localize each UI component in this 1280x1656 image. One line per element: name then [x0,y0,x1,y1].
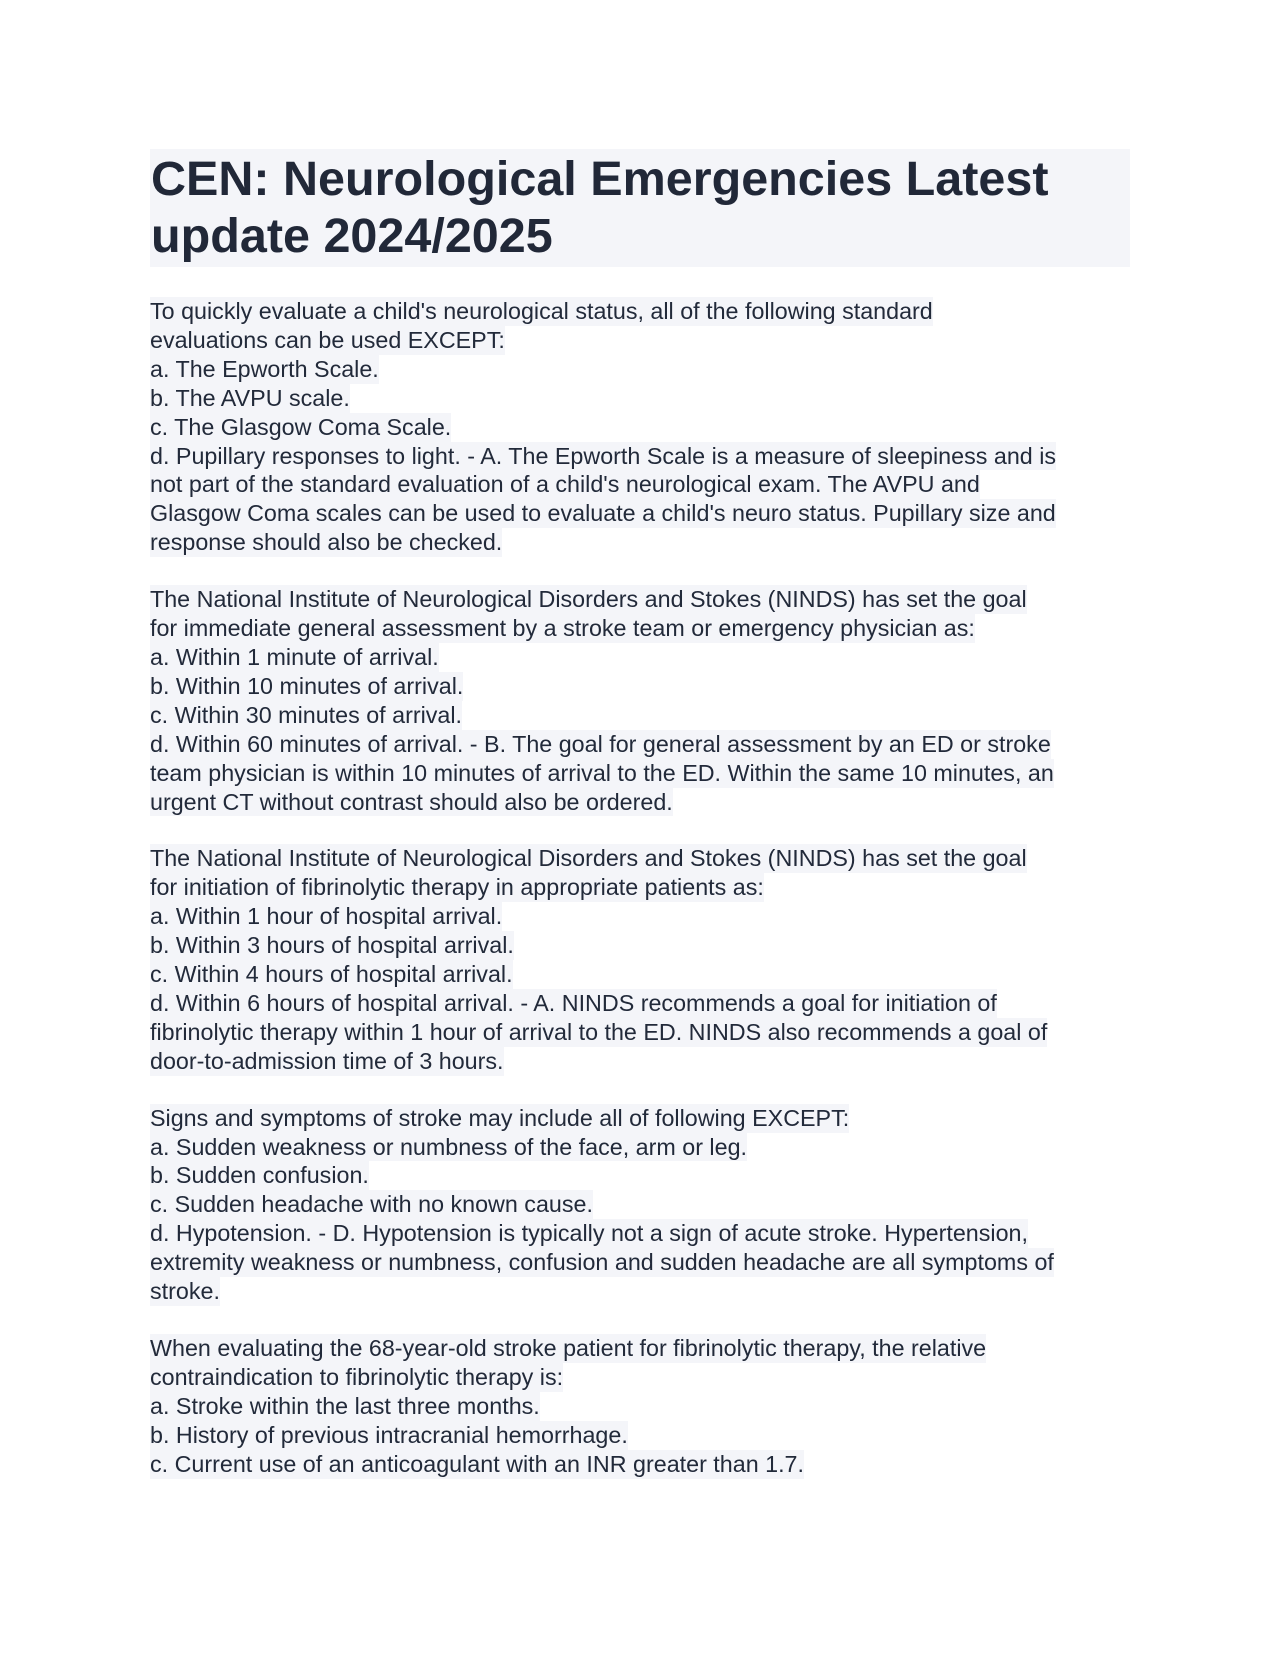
question-text-line: To quickly evaluate a child's neurological status, all of the following standard [150,298,933,324]
question-line: a. Stroke within the last three months. [150,1392,540,1419]
question-line: door-to-admission time of 3 hours. [150,1047,504,1074]
question-list [150,297,1130,1479]
question-line: stroke. [150,1278,220,1305]
question-line: for immediate general assessment by a stroke team or emergency physician as: [150,615,975,642]
question-line: c. Current use of an anticoagulant with an INR greater than 1.7. [150,1450,804,1477]
question-line: team physician is within 10 minutes of arrival to the ED. Within the same 10 minutes, an [150,759,1054,786]
question-line: fibrinolytic therapy within 1 hour of arrival to the ED. NINDS also recommends a goal of [150,1018,1048,1045]
question-line: contraindication to fibrinolytic therapy is: [150,1363,564,1390]
question-line: for initiation of fibrinolytic therapy in appropriate patients as: [150,874,764,901]
question-line: a. Within 1 minute of arrival. [150,643,439,670]
document-page [150,149,1130,1507]
question-line: extremity weakness or numbness, confusion and sudden headache are all symptoms of [150,1249,1054,1276]
question-line: b. Within 10 minutes of arrival. [150,672,464,699]
document-title: CEN: Neurological Emergencies Latest update 2024/2025 [150,149,1130,267]
question-block [150,844,1130,1075]
question-line: a. Within 1 hour of hospital arrival. [150,903,503,930]
question-line: c. Within 30 minutes of arrival. [150,701,463,728]
question-text-line: Signs and symptoms of stroke may include all of following EXCEPT: [150,1104,850,1131]
question-line: d. Hypotension. - D. Hypotension is typically not a sign of acute stroke. Hypertension, [150,1220,1028,1247]
question-line: b. Within 3 hours of hospital arrival. [150,932,514,959]
question-line: b. History of previous intracranial hemorrhage. [150,1421,628,1448]
question-line: c. The Glasgow Coma Scale. [150,413,452,440]
question-line: d. Within 6 hours of hospital arrival. - A. NINDS recommends a goal for initiation of [150,989,997,1016]
question-line: response should also be checked. [150,529,503,556]
question-line: a. Sudden weakness or numbness of the face, arm or leg. [150,1133,747,1160]
question-line: d. Pupillary responses to light. - A. The Epworth Scale is a measure of sleepiness and is [150,442,1057,469]
question-block [150,585,1130,816]
question-line: a. The Epworth Scale. [150,355,379,382]
question-line: c. Sudden headache with no known cause. [150,1191,593,1218]
question-line: urgent CT without contrast should also be ordered. [150,788,673,815]
question-line: not part of the standard evaluation of a child's neurological exam. The AVPU and [150,471,980,498]
question-block [150,297,1130,557]
question-line: b. The AVPU scale. [150,384,350,411]
question-line: d. Within 60 minutes of arrival. - B. The goal for general assessment by an ED or stroke [150,730,1051,757]
question-line: Glasgow Coma scales can be used to evaluate a child's neuro status. Pupillary size and [150,500,1056,527]
question-line: c. Within 4 hours of hospital arrival. [150,961,513,988]
question-text-line: When evaluating the 68-year-old stroke patient for fibrinolytic therapy, the relative [150,1335,987,1361]
question-line: b. Sudden confusion. [150,1162,369,1189]
question-text-line: The National Institute of Neurological Disorders and Stokes (NINDS) has set the goal [150,586,1027,613]
question-line: evaluations can be used EXCEPT: [150,326,505,353]
question-text-line: The National Institute of Neurological Disorders and Stokes (NINDS) has set the goal [150,845,1027,872]
question-block [150,1104,1130,1306]
question-block [150,1334,1130,1479]
